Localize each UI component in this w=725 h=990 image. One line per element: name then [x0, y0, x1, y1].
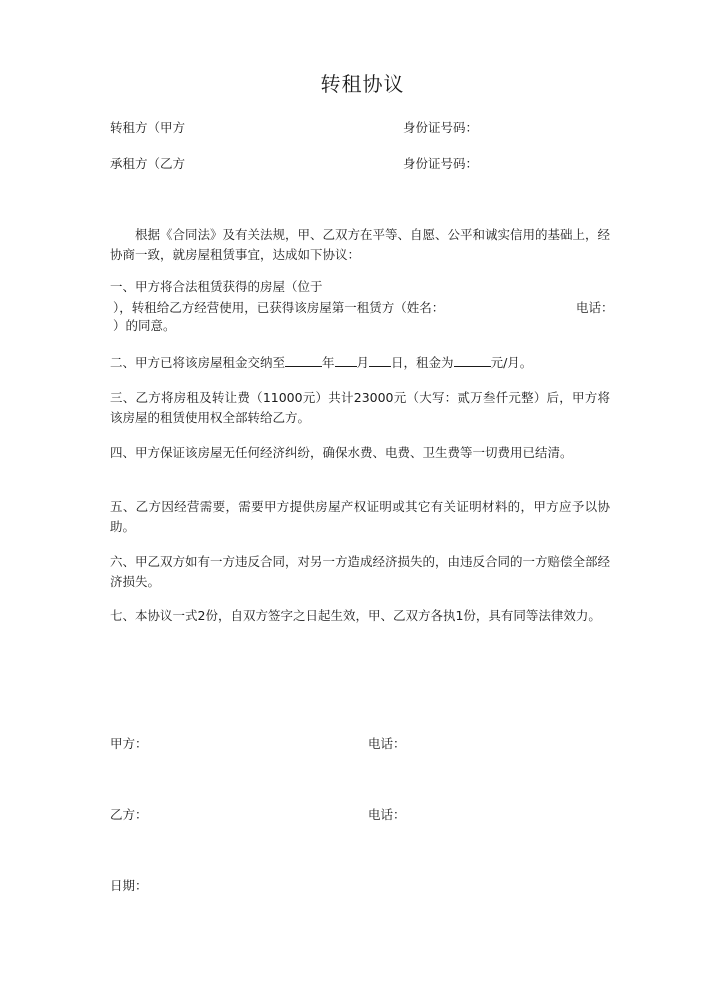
year-blank[interactable]	[285, 352, 322, 367]
rent-blank[interactable]	[454, 352, 491, 367]
clause-1-line-1: 一、甲方将合法租赁获得的房屋（位于	[110, 279, 323, 294]
sublessor-label: 转租方（甲方	[110, 120, 186, 135]
clause-2-paragraph	[110, 352, 532, 373]
clause-5-paragraph: 五、乙方因经营需要，需要甲方提供房屋产权证明或其它有关证明材料的，甲方应予以协助。	[110, 499, 610, 534]
year-label: 年	[322, 355, 335, 370]
party-b-signature-label: 乙方：	[110, 807, 148, 822]
month-label: 月	[356, 355, 370, 370]
rent-unit-label: 元/月。	[490, 355, 533, 370]
day-label: 日，租金为	[391, 355, 454, 370]
sublessor-id-label: 身份证号码：	[403, 120, 479, 135]
clause-1-line-3: ）的同意。	[113, 318, 176, 333]
clause-2-text: 二、甲方已将该房屋租金交纳至	[110, 355, 286, 370]
month-blank[interactable]	[335, 352, 357, 367]
sublessee-label: 承租方（乙方	[110, 156, 186, 171]
party-a-signature-label: 甲方：	[110, 736, 148, 751]
clause-7-paragraph: 七、本协议一式2份，自双方签字之日起生效，甲、乙双方各执1份，具有同等法律效力。	[110, 608, 601, 623]
party-a-phone-label: 电话：	[368, 736, 406, 751]
sublessee-id-label: 身份证号码：	[403, 156, 479, 171]
clause-3-paragraph: 三、乙方将房租及转让费（11000元）共计23000元（大写：贰万叁仟元整）后，甲方将该房屋的租赁使用权全部转给乙方。	[110, 390, 610, 425]
clause-4-paragraph: 四、甲方保证该房屋无任何经济纠纷，确保水费、电费、卫生费等一切费用已结清。	[110, 445, 573, 460]
day-blank[interactable]	[369, 352, 391, 367]
clause-1-line-2: ），转租给乙方经营使用，已获得该房屋第一租赁方（姓名：	[113, 300, 445, 315]
document-title: 转租协议	[320, 72, 405, 96]
party-b-phone-label: 电话：	[368, 807, 406, 822]
date-label: 日期：	[110, 878, 148, 893]
clause-1-phone-label: 电话：	[576, 300, 614, 315]
clause-6-paragraph: 六、甲乙双方如有一方违反合同，对另一方造成经济损失的，由违反合同的一方赔偿全部经济损失。	[110, 554, 611, 589]
preamble-paragraph: 根据《合同法》及有关法规，甲、乙双方在平等、自愿、公平和诚实信用的基础上，经协商一致，就房屋租赁事宜，达成如下协议：	[110, 227, 611, 262]
